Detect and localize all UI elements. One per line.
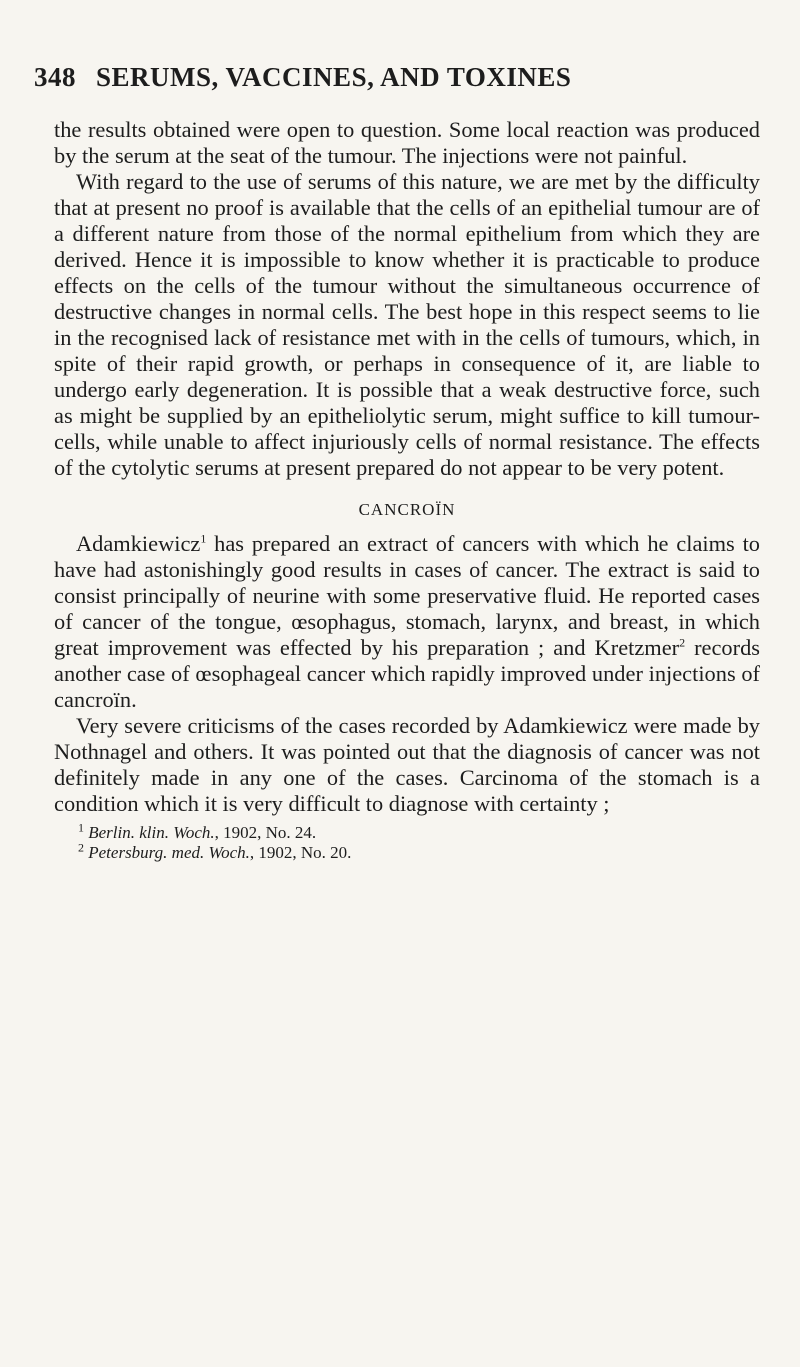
paragraph-criticisms: Very severe criticisms of the cases recorded by Adamkiewicz were made by Nothnagel and others. It was pointed out that the diagnosis of cancer was not definitely made in any one of the cases. Carcinoma of the stomach is a condition which it is very difficult to diagnose with certainty ; [54,713,760,816]
footnote-source: Petersburg. med. Woch. [88,843,250,862]
footnote-source: Berlin. klin. Woch. [88,823,215,842]
footnote-details: , 1902, No. 20. [249,843,352,862]
footnote-details: , 1902, No. 24. [214,823,317,842]
footnote-marker: 1 [78,820,84,835]
paragraph-text: has prepared an extract of cancers with which he claims to have had astonishingly good results in cases of cancer. The extract is said to consist principally of neurine with some preservative fluid. He reported cases of cancer of the tongue, œsophagus, stomach, larynx, and breast, in which great improvement was effected by his preparation ; and Kretzmer [54,531,760,660]
paragraph-adamkiewicz [54,531,760,713]
paragraph-serums: With regard to the use of serums of this nature, we are met by the difficulty that at present no proof is available that the cells of an epithelial tumour are of a different nature from those of the normal epithelium from which they are derived. Hence it is impossible to know whether it is practicable to produce effects on the cells of the tumour without the simultaneous occurrence of destructive changes in normal cells. The best hope in this respect seems to lie in the recognised lack of resistance met with in the cells of tumours, which, in spite of their rapid growth, or perhaps in consequence of it, are liable to undergo early degeneration. It is possible that a weak destructive force, such as might be supplied by an epitheliolytic serum, might suffice to kill tumour-cells, while unable to affect injuriously cells of normal resistance. The effects of the cytolytic serums at present prepared do not appear to be very potent. [54,169,760,480]
footnote [54,820,760,843]
running-head [34,62,754,92]
paragraph-continuation: the results obtained were open to question. Some local reaction was produced by the serum at the seat of the tumour. The injections were not painful. [54,117,760,168]
footnote-ref: 2 [679,635,686,650]
paragraph-text: Adamkiewicz [76,531,201,556]
body-text [54,117,760,863]
footnote [54,840,760,863]
page-number: 348 [34,62,76,92]
footnotes [54,820,760,863]
footnote-marker: 2 [78,840,84,855]
paragraph-text: records another case of œsophageal cancer which rapidly improved under injections of cancroïn. [54,635,760,712]
section-heading: CANCROÏN [358,500,456,519]
footnote-ref: 1 [200,531,207,546]
running-title: SERUMS, VACCINES, AND TOXINES [96,62,572,92]
